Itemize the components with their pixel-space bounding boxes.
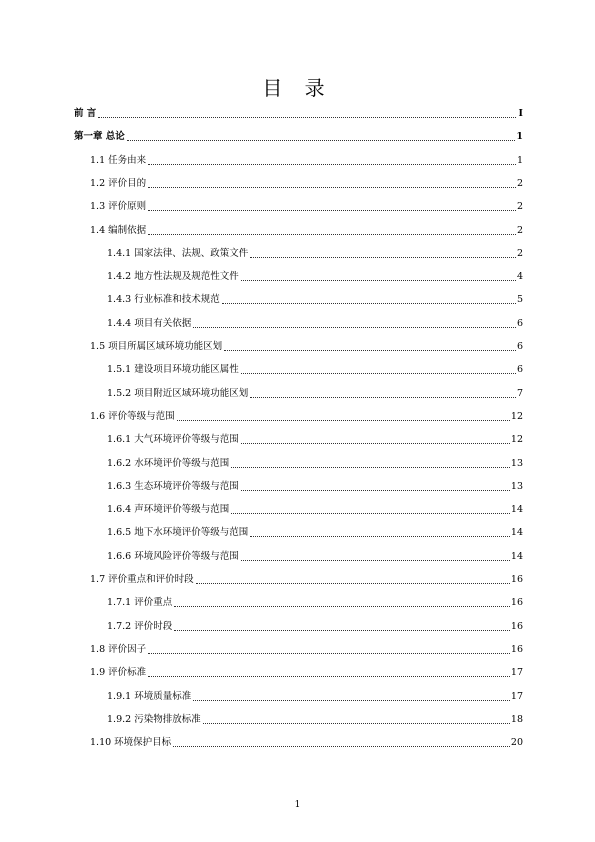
toc-entry-label: 1.6.1 大气环境评价等级与范围: [107, 434, 239, 446]
toc-entry-label: 1.10 环境保护目标: [90, 737, 172, 749]
toc-entry-label: 1.9.1 环境质量标准: [107, 690, 192, 702]
toc-entry-page: 6: [516, 364, 523, 376]
toc-entry[interactable]: [90, 410, 523, 424]
toc-entry-label: 1.4.1 国家法律、法规、政策文件: [107, 247, 249, 259]
toc-entry-label: 前 言: [74, 108, 97, 119]
toc-leader-dots: [241, 369, 516, 374]
toc-entry-label: 1.1 任务由来: [90, 154, 147, 166]
toc-entry-page: 16: [510, 620, 523, 632]
toc-entry-page: 7: [516, 387, 523, 399]
toc-entry-label: 1.4.4 项目有关依据: [107, 317, 192, 329]
toc-leader-dots: [193, 696, 510, 701]
toc-entry-label: 1.3 评价原则: [90, 201, 147, 213]
toc-leader-dots: [148, 160, 516, 165]
toc-entry-page: 2: [516, 177, 523, 189]
toc-entry-label: 1.5.2 项目附近区域环境功能区划: [107, 387, 249, 399]
toc-leader-dots: [148, 672, 510, 677]
toc-entry[interactable]: [90, 340, 523, 354]
toc-entry[interactable]: [90, 224, 523, 238]
toc-entry-page: 17: [510, 667, 523, 679]
toc-leader-dots: [173, 742, 510, 747]
toc-entry[interactable]: [107, 363, 523, 377]
toc-entry[interactable]: [90, 573, 523, 587]
toc-leader-dots: [250, 532, 510, 537]
toc-leader-dots: [193, 323, 516, 328]
toc-entry-label: 1.5 项目所属区域环境功能区划: [90, 341, 223, 352]
toc-entry-label: 1.6.4 声环境评价等级与范围: [107, 504, 230, 516]
toc-entry-label: 1.7.2 评价时段: [107, 620, 173, 632]
toc-entry-page: 6: [516, 317, 523, 329]
toc-entry-page: 16: [510, 597, 523, 609]
toc-entry[interactable]: [90, 643, 523, 657]
toc-leader-dots: [203, 719, 510, 724]
toc-leader-dots: [241, 439, 510, 444]
toc-entry-page: 2: [516, 201, 523, 213]
toc-entry-page: 12: [510, 410, 523, 422]
toc-entry-label: 1.6.5 地下水环境评价等级与范围: [107, 527, 249, 539]
toc-entry-page: I: [518, 108, 523, 119]
toc-leader-dots: [98, 113, 516, 118]
toc-entry-page: 2: [516, 224, 523, 236]
toc-leader-dots: [127, 136, 516, 141]
toc-entry[interactable]: [107, 247, 523, 261]
toc-entry[interactable]: [107, 620, 523, 634]
toc-entry-label: 1.6.2 水环境评价等级与范围: [107, 457, 230, 469]
toc-entry[interactable]: [107, 550, 523, 564]
toc-entry[interactable]: [107, 270, 523, 284]
toc-entry-label: 1.6 评价等级与范围: [90, 410, 175, 422]
toc-leader-dots: [196, 579, 510, 584]
toc-leader-dots: [231, 463, 510, 468]
toc-entry-page: 1: [516, 131, 523, 143]
toc-leader-dots: [148, 649, 510, 654]
toc-entry[interactable]: [74, 107, 523, 121]
toc-entry-page: 18: [510, 713, 523, 725]
toc-entry[interactable]: [107, 713, 523, 727]
page-number: 1: [294, 800, 301, 810]
toc-leader-dots: [174, 602, 510, 607]
toc-entry-page: 14: [510, 550, 523, 562]
toc-entry-page: 16: [510, 574, 523, 585]
toc-leader-dots: [148, 206, 516, 211]
toc-entry-label: 1.7 评价重点和评价时段: [90, 574, 194, 585]
toc-leader-dots: [241, 486, 510, 491]
toc-entry[interactable]: [90, 200, 523, 214]
toc-entry-page: 6: [516, 341, 523, 352]
toc-entry-page: 4: [516, 271, 523, 283]
toc-leader-dots: [250, 393, 516, 398]
toc-entry-page: 14: [510, 504, 523, 516]
toc-entry[interactable]: [90, 177, 523, 191]
toc-entry[interactable]: [107, 433, 523, 447]
toc-entry-page: 1: [516, 154, 523, 166]
toc-entry-label: 1.7.1 评价重点: [107, 597, 173, 609]
toc-entry-label: 1.6.6 环境风险评价等级与范围: [107, 550, 239, 562]
toc-entry-label: 1.2 评价目的: [90, 177, 147, 189]
toc-entry-page: 17: [510, 690, 523, 702]
toc-entry-label: 第一章 总论: [74, 131, 125, 143]
toc-entry-page: 5: [516, 294, 523, 306]
toc-entry[interactable]: [107, 480, 523, 494]
toc-entry-label: 1.4 编制依据: [90, 224, 147, 236]
toc-entry-page: 13: [510, 457, 523, 469]
toc-entry[interactable]: [107, 387, 523, 401]
toc-entry[interactable]: [74, 130, 523, 144]
toc-entry-label: 1.4.2 地方性法规及规范性文件: [107, 271, 239, 283]
toc-leader-dots: [148, 230, 516, 235]
toc-entry-page: 16: [510, 643, 523, 655]
toc-entry-page: 2: [516, 247, 523, 259]
toc-entry[interactable]: [107, 596, 523, 610]
toc-entry-label: 1.9.2 污染物排放标准: [107, 713, 201, 725]
toc-leader-dots: [250, 253, 516, 258]
toc-leader-dots: [148, 183, 516, 188]
toc-leader-dots: [241, 276, 516, 281]
toc-leader-dots: [174, 626, 510, 631]
page-title: 目 录: [262, 76, 333, 100]
toc-entry[interactable]: [107, 690, 523, 704]
toc-entry[interactable]: [107, 293, 523, 307]
toc-entry-page: 12: [510, 434, 523, 446]
toc-leader-dots: [231, 509, 510, 514]
toc-entry-label: 1.5.1 建设项目环境功能区属性: [107, 364, 239, 376]
toc-leader-dots: [177, 416, 510, 421]
toc-leader-dots: [222, 299, 516, 304]
toc-entry[interactable]: [107, 526, 523, 540]
toc-entry[interactable]: [107, 317, 523, 331]
toc-entry-label: 1.4.3 行业标准和技术规范: [107, 294, 220, 306]
toc-entry-page: 20: [510, 737, 523, 749]
toc-entry[interactable]: [90, 736, 523, 750]
toc-entry-label: 1.8 评价因子: [90, 643, 147, 655]
toc-leader-dots: [224, 346, 516, 351]
toc-entry-page: 14: [510, 527, 523, 539]
toc-entry[interactable]: [90, 154, 523, 168]
toc-leader-dots: [241, 556, 510, 561]
toc-entry-label: 1.6.3 生态环境评价等级与范围: [107, 480, 239, 492]
toc-entry[interactable]: [107, 503, 523, 517]
toc-entry-page: 13: [510, 480, 523, 492]
toc-entry[interactable]: [107, 457, 523, 471]
toc-entry-label: 1.9 评价标准: [90, 667, 147, 679]
toc-entry[interactable]: [90, 666, 523, 680]
